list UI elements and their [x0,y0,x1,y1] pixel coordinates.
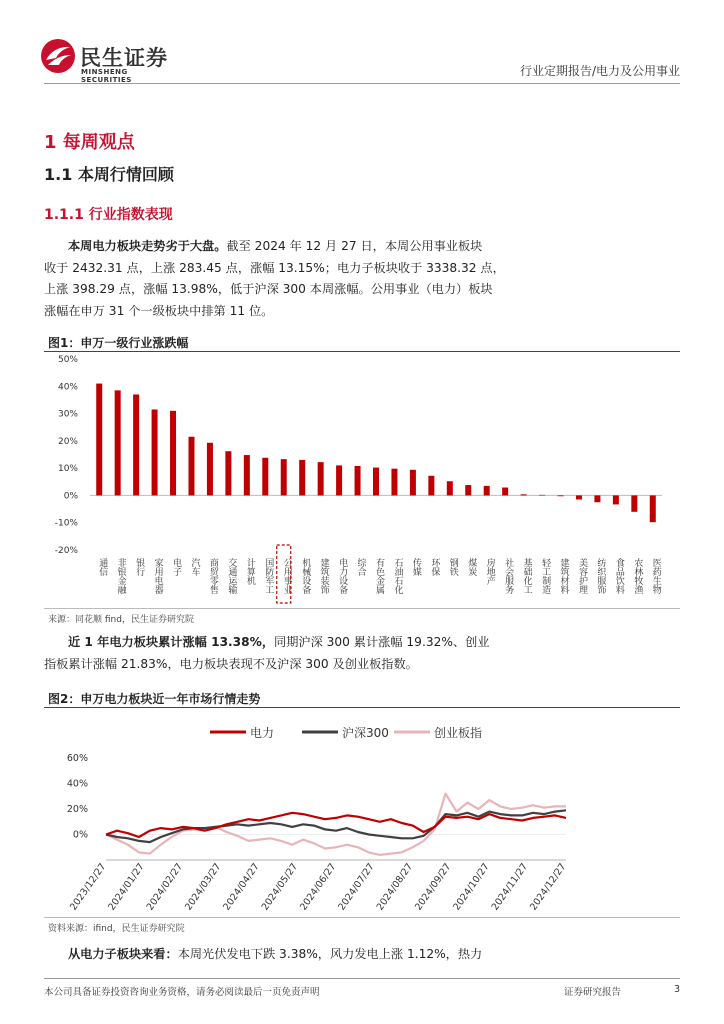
bar [96,384,102,496]
subsubsection-title: 1.1.1 行业指数表现 [44,207,173,223]
brand-name-cn: 民生证券 [80,46,168,70]
y-tick-label: -10% [54,518,78,529]
x-tick-label: 2024/07/27 [336,861,377,913]
minsheng-logo-icon [40,38,76,74]
category-label: 房地产 [484,558,495,585]
brand-logo [40,38,180,84]
footer-doc-type: 证券研究报告 [564,987,622,998]
figure1-title: 图1：申万一级行业涨跌幅 [48,336,189,350]
bar [465,485,471,495]
y-tick-label: 0% [72,829,88,841]
category-label: 基础化工 [521,558,532,594]
category-label: 有色金属 [374,558,384,594]
legend-label: 沪深300 [342,726,389,740]
category-label: 石油石化 [392,558,403,594]
bar [521,494,527,495]
category-label: 电力设备 [337,558,348,594]
x-tick-label: 2024/06/27 [298,861,339,913]
para2-lead: 近 1 年电力板块累计涨幅 13.38%， [68,635,275,649]
category-label: 纺织服饰 [595,558,606,594]
category-label: 农林牧渔 [632,558,643,594]
y-tick-label: 20% [66,804,88,815]
category-label: 综合 [355,558,366,576]
bar [262,458,268,496]
bar [115,390,121,495]
bar [410,470,416,496]
section-title: 1 每周观点 [44,132,135,153]
category-label: 轻工制造 [540,558,551,594]
legend-label: 创业板指 [434,726,483,740]
y-tick-label: 40% [66,778,88,790]
brand-name-en: MINSHENG SECURITIES [81,68,132,84]
paragraph-3: 从电力子板块来看：本周光伏发电下跌 3.38%，风力发电上涨 1.12%，热力 [68,947,483,961]
x-tick-label: 2024/10/27 [451,861,492,913]
bar [539,495,545,496]
y-tick-label: -20% [54,546,78,556]
y-tick-label: 30% [57,409,78,420]
series-line [106,813,566,837]
category-label: 传媒 [410,558,421,576]
bar [244,455,250,495]
bar [502,488,508,496]
category-label: 建筑装饰 [318,558,329,594]
figure1-source: 来源：同花顺 find，民生证券研究院 [48,615,194,625]
report-type: 行业定期报告/电力及公用事业 [519,64,680,78]
figure2-title: 图2：申万电力板块近一年市场行情走势 [48,692,261,706]
bar [152,409,158,495]
bar [170,411,176,496]
category-label: 环保 [429,558,440,576]
header-rule [44,83,680,84]
bar [428,476,434,496]
bar [207,443,213,496]
category-label: 交通运输 [226,558,237,594]
figure2-rule [44,707,680,708]
category-label: 社会服务 [503,558,514,594]
x-tick-label: 2024/03/27 [183,861,224,913]
x-tick-label: 2024/01/27 [106,861,147,913]
legend-label: 电力 [250,726,275,740]
y-tick-label: 10% [57,464,78,475]
line-chart [44,710,684,915]
y-tick-label: 20% [57,436,78,447]
page-number: 3 [674,984,681,995]
paragraph-1: 本周电力板块走势劣于大盘。截至 2024 年 12 月 27 日，本周公用事业板块 收于 2432.31 点，上涨 283.45 点，涨幅 13.15%；电力子板块收于 3338.32 点， 上涨 398.29 点，涨幅 13.98%，低于沪深 300 本周涨幅。公用事业（电力）板块 涨幅在申万 31 个一级板块中排第 11 位。 [44,239,505,318]
footer-disclaimer: 本公司具备证券投资咨询业务资格，请务必阅读最后一页免责声明 [44,987,320,998]
series-line [106,794,566,855]
bar [613,495,619,504]
para3-lead: 从电力子板块来看： [68,947,178,961]
bar [299,460,305,495]
bar [355,466,361,495]
y-tick-label: 0% [63,491,78,502]
bar-chart [44,352,684,608]
bar [484,486,490,496]
figure2-source: 资料来源：ifind，民生证券研究院 [48,924,185,934]
bar [281,459,287,495]
bar [391,469,397,496]
figure1-bottom-rule [44,608,680,609]
bar [336,465,342,495]
x-tick-label: 2024/12/27 [528,861,569,913]
x-tick-label: 2023/12/27 [68,861,109,913]
category-label: 医药生物 [650,558,661,594]
category-label: 煤炭 [466,558,477,576]
x-tick-label: 2024/08/27 [374,861,416,913]
category-label: 食品饮料 [613,558,624,594]
category-label: 家用电器 [152,558,163,594]
y-tick-label: 60% [66,753,88,764]
bar [225,451,231,495]
bar [373,468,379,496]
para1-lead: 本周电力板块走势劣于大盘。 [68,239,227,253]
category-label: 通信 [97,558,108,576]
bar [133,394,139,495]
category-label: 国防军工 [263,558,274,594]
subsection-title: 1.1 本周行情回顾 [44,165,174,184]
category-label: 机械设备 [300,558,311,594]
bar [594,495,600,502]
category-label: 建筑材料 [558,558,569,594]
series-line [106,810,566,842]
y-tick-label: 40% [57,382,78,393]
category-label: 商贸零售 [207,558,218,594]
bar [318,462,324,495]
category-label: 钢铁 [447,558,458,576]
bar [558,495,564,496]
figure2-bottom-rule [44,917,680,918]
bar [188,437,194,496]
x-tick-label: 2024/11/27 [489,861,531,913]
paragraph-2: 近 1 年电力板块累计涨幅 13.38%，同期沪深 300 累计涨幅 19.32%、创业 指板累计涨幅 21.83%，电力板块表现不及沪深 300 及创业板指数。 [44,635,490,671]
bar [447,481,453,495]
category-label: 银行 [134,558,145,576]
y-tick-label: 50% [57,355,78,365]
category-label: 非银金融 [115,558,126,594]
x-tick-label: 2024/04/27 [221,861,262,913]
category-label: 计算机 [244,558,255,585]
x-tick-label: 2024/02/27 [144,861,186,913]
bar [576,495,582,499]
bar [650,495,656,522]
category-label: 电子 [171,558,182,576]
category-label: 汽车 [189,558,200,576]
bar [631,495,637,511]
category-label: 美容护理 [576,558,587,594]
x-tick-label: 2024/09/27 [413,861,454,913]
category-label: 公用事业 [281,558,292,594]
x-tick-label: 2024/05/27 [259,861,301,913]
footer-rule [44,978,680,979]
